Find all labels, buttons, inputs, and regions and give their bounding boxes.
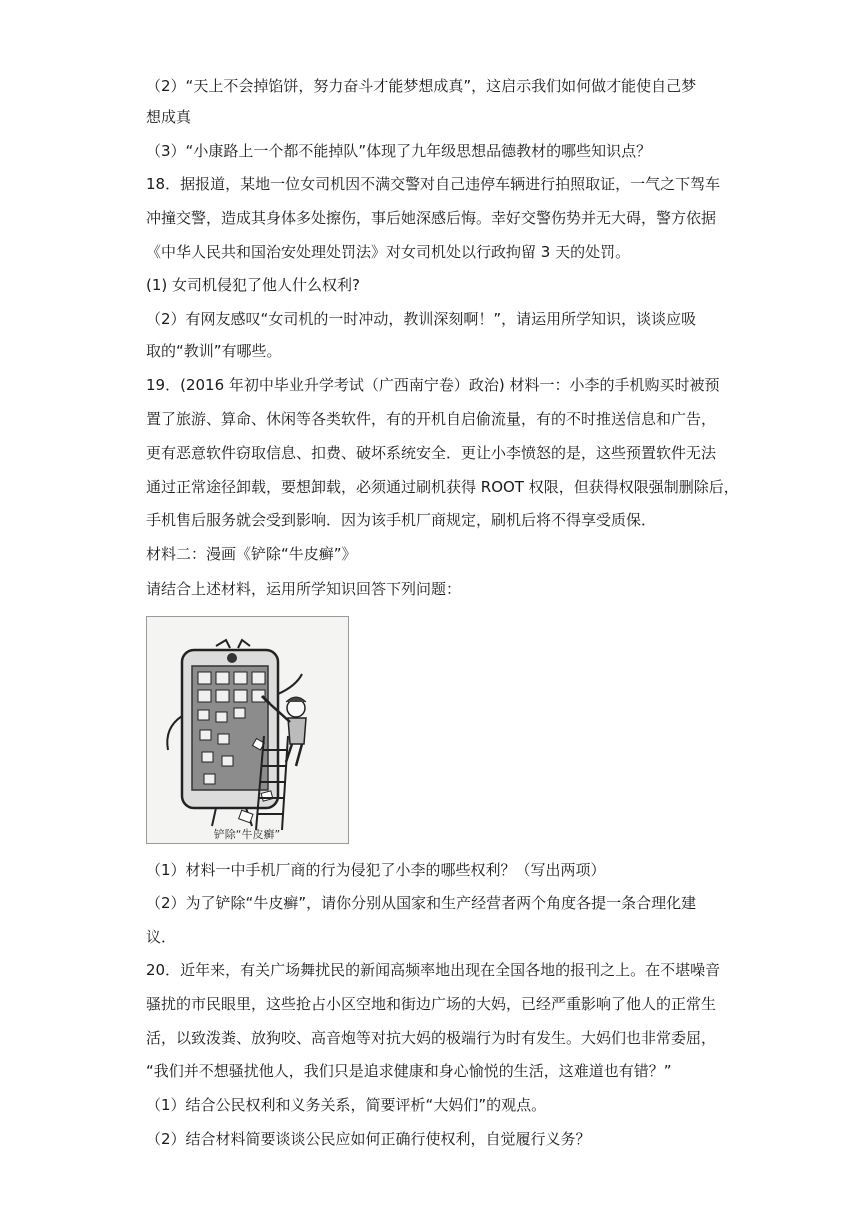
cartoon-image: [146, 616, 349, 844]
q19-instruction: 请结合上述材料，运用所学知识回答下列问题：: [146, 580, 462, 598]
q19-line2: 置了旅游、算命、休闲等各类软件，有的开机自启偷流量，有的不时推送信息和广告，: [146, 410, 717, 428]
q19-sub1: （1）材料一中手机厂商的行为侵犯了小李的哪些权利？（写出两项）: [146, 861, 606, 879]
q19-line1: 19．(2016 年初中毕业升学考试（广西南宁卷）政治) 材料一：小李的手机购买时被预: [146, 376, 720, 394]
q19-material2: 材料二：漫画《铲除“牛皮癣”》: [146, 545, 357, 563]
q18-sub1: (1) 女司机侵犯了他人什么权利?: [146, 276, 360, 294]
q20-sub1: （1）结合公民权利和义务关系，简要评析“大妈们”的观点。: [146, 1096, 547, 1114]
q18-sub2-line1: （2）有网友感叹“女司机的一时冲动，教训深刻啊！”，请运用所学知识，谈谈应吸: [146, 310, 697, 328]
q20-sub2: （2）结合材料简要谈谈公民应如何正确行使权利，自觉履行义务？: [146, 1130, 591, 1148]
q19-line5: 手机售后服务就会受到影响．因为该手机厂商规定，刷机后将不得享受质保．: [146, 511, 657, 529]
q19-line4: 通过正常途径卸载，要想卸载，必须通过刷机获得 ROOT 权限，但获得权限强制删除后，: [146, 478, 739, 496]
q17-sub2-line2: 想成真: [146, 108, 192, 126]
q18-line2: 冲撞交警，造成其身体多处擦伤，事后她深感后悔。幸好交警伤势并无大碍，警方依据: [146, 209, 717, 227]
q19-sub2-line2: 议．: [146, 928, 177, 946]
q19-line3: 更有恶意软件窃取信息、扣费、破坏系统安全．更让小李愤怒的是，这些预置软件无法: [146, 444, 717, 462]
q18-sub2-line2: 取的“教训”有哪些。: [146, 342, 282, 360]
q17-sub2-line1: （2）“天上不会掉馅饼，努力奋斗才能梦想成真”，这启示我们如何做才能使自己梦: [146, 77, 697, 95]
q20-line3: 活，以致泼粪、放狗咬、高音炮等对抗大妈的极端行为时有发生。大妈们也非常委屈，: [146, 1029, 717, 1047]
q20-line4: “我们并不想骚扰他人，我们只是追求健康和身心愉悦的生活，这难道也有错？”: [146, 1062, 672, 1080]
q20-line1: 20．近年来，有关广场舞扰民的新闻高频率地出现在全国各地的报刊之上。在不堪噪音: [146, 961, 721, 979]
q17-sub3: （3）“小康路上一个都不能掉队”体现了九年级思想品德教材的哪些知识点？: [146, 142, 652, 160]
q18-line1: 18．据报道，某地一位女司机因不满交警对自己违停车辆进行拍照取证，一气之下驾车: [146, 175, 721, 193]
q19-sub2-line1: （2）为了铲除“牛皮癣”，请你分别从国家和生产经营者两个角度各提一条合理化建: [146, 894, 697, 912]
q20-line2: 骚扰的市民眼里，这些抢占小区空地和街边广场的大妈，已经严重影响了他人的正常生: [146, 995, 717, 1013]
q18-line3: 《中华人民共和国治安处理处罚法》对女司机处以行政拘留 3 天的处罚。: [146, 243, 631, 261]
cartoon-caption: 铲除“牛皮癣”: [213, 828, 281, 841]
